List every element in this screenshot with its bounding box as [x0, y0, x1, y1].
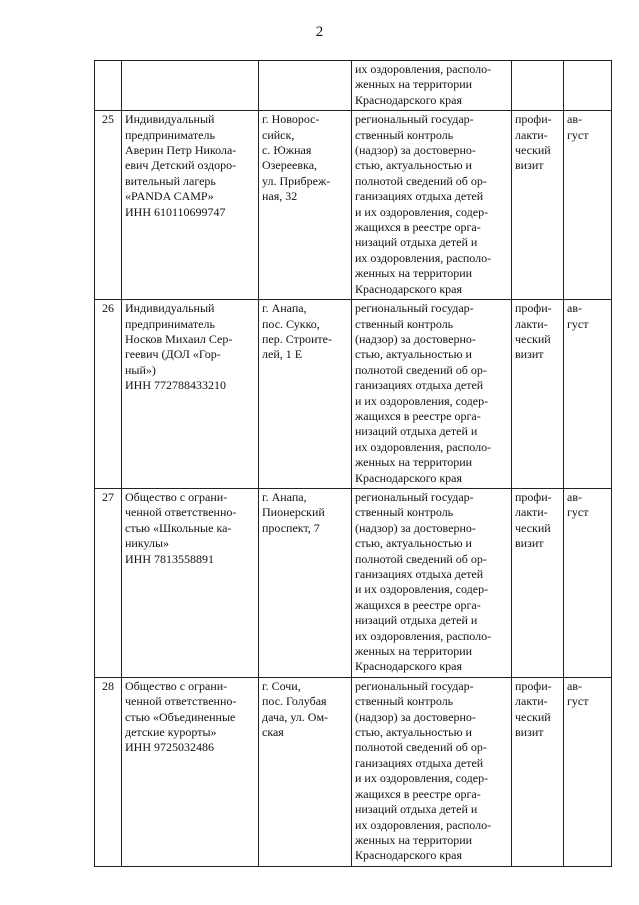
- period-cell: ав- густ: [564, 111, 612, 300]
- period-cell: ав- густ: [564, 677, 612, 866]
- organization-name-cell: Индивидуальный предприниматель Носков Михаил Сер- геевич (ДОЛ «Гор- ный») ИНН 772788433210: [122, 300, 259, 489]
- event-type-cell: профи- лакти- ческий визит: [512, 111, 564, 300]
- row-number-cell: 27: [95, 488, 122, 677]
- address-cell: г. Анапа, пос. Сукко, пер. Строите- лей, 1 Е: [259, 300, 352, 489]
- table-row-continuation: [95, 61, 612, 111]
- table-row: [95, 488, 612, 677]
- row-number-cell: 26: [95, 300, 122, 489]
- table-row: [95, 300, 612, 489]
- inspection-schedule-table: [94, 60, 612, 867]
- control-type-cell: их оздоровления, располо- женных на территории Краснодарского края: [352, 61, 512, 111]
- address-cell: г. Сочи, пос. Голубая дача, ул. Ом- ская: [259, 677, 352, 866]
- period-cell: ав- густ: [564, 300, 612, 489]
- event-type-cell: профи- лакти- ческий визит: [512, 300, 564, 489]
- organization-name-cell: Индивидуальный предприниматель Аверин Петр Никола- евич Детский оздоро- вительный лагерь «PANDA CAMP» ИНН 610110699747: [122, 111, 259, 300]
- table-row: [95, 677, 612, 866]
- control-type-cell: региональный государ- ственный контроль (надзор) за достоверно- стью, актуальностью и полнотой сведений об ор- ганизациях отдыха детей и их оздоровления, содер- жащихся в реестре орга- низаций отдыха детей и их оздоровления, располо- женных на территории Краснодарского края: [352, 488, 512, 677]
- period-cell: [564, 61, 612, 111]
- organization-name-cell: Общество с ограни- ченной ответственно- стью «Объединенные детские курорты» ИНН 9725032486: [122, 677, 259, 866]
- control-type-cell: региональный государ- ственный контроль (надзор) за достоверно- стью, актуальностью и полнотой сведений об ор- ганизациях отдыха детей и их оздоровления, содер- жащихся в реестре орга- низаций отдыха детей и их оздоровления, располо- женных на территории Краснодарского края: [352, 300, 512, 489]
- row-number-cell: [95, 61, 122, 111]
- address-cell: г. Анапа, Пионерский проспект, 7: [259, 488, 352, 677]
- control-type-cell: региональный государ- ственный контроль (надзор) за достоверно- стью, актуальностью и полнотой сведений об ор- ганизациях отдыха детей и их оздоровления, содер- жащихся в реестре орга- низаций отдыха детей и их оздоровления, располо- женных на территории Краснодарского края: [352, 111, 512, 300]
- row-number-cell: 28: [95, 677, 122, 866]
- organization-name-cell: [122, 61, 259, 111]
- event-type-cell: [512, 61, 564, 111]
- address-cell: г. Новорос- сийск, с. Южная Озереевка, ул. Прибреж- ная, 32: [259, 111, 352, 300]
- organization-name-cell: Общество с ограни- ченной ответственно- стью «Школьные ка- никулы» ИНН 7813558891: [122, 488, 259, 677]
- address-cell: [259, 61, 352, 111]
- event-type-cell: профи- лакти- ческий визит: [512, 488, 564, 677]
- row-number-cell: 25: [95, 111, 122, 300]
- table-row: [95, 111, 612, 300]
- event-type-cell: профи- лакти- ческий визит: [512, 677, 564, 866]
- control-type-cell: региональный государ- ственный контроль (надзор) за достоверно- стью, актуальностью и полнотой сведений об ор- ганизациях отдыха детей и их оздоровления, содер- жащихся в реестре орга- низаций отдыха детей и их оздоровления, располо- женных на территории Краснодарского края: [352, 677, 512, 866]
- period-cell: ав- густ: [564, 488, 612, 677]
- page-number: 2: [315, 24, 324, 40]
